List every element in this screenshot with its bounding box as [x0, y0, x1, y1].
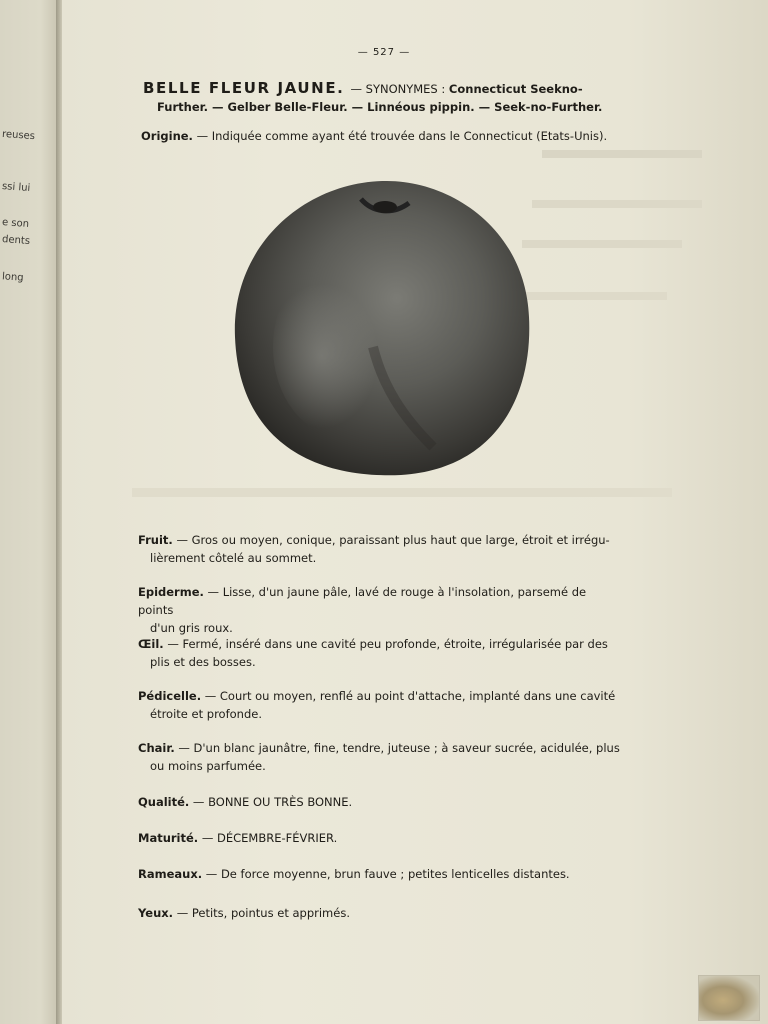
- entry-text: — Court ou moyen, renflé au point d'attache, implanté dans une cavité: [201, 689, 616, 703]
- entry-epiderme: [138, 583, 624, 637]
- entry-text: — Lisse, d'un jaune pâle, lavé de rouge à l'insolation, parsemé de points: [138, 585, 587, 617]
- entry-chair: [138, 739, 624, 775]
- entry-pedicelle: [138, 687, 624, 723]
- entry-rameaux: [138, 865, 624, 883]
- left-page-fragment: ssi lui: [1, 181, 31, 194]
- entry-text-continued: plis et des bosses.: [150, 655, 256, 669]
- entry-text: — D'un blanc jaunâtre, fine, tendre, juteuse ; à saveur sucrée, acidulée, plus: [174, 741, 620, 755]
- left-page-fragment: long: [1, 271, 24, 284]
- entry-text: — BONNE OU TRÈS BONNE.: [189, 795, 353, 809]
- entry-qualite: [138, 793, 624, 811]
- entry-label: Pédicelle.: [138, 689, 202, 703]
- entry-text: — DÉCEMBRE-FÉVRIER.: [198, 831, 338, 845]
- entry-maturite: [138, 829, 624, 847]
- entry-oeil: [138, 635, 624, 671]
- variety-name: BELLE FLEUR JAUNE.: [143, 79, 345, 97]
- entry-fruit: [138, 531, 624, 567]
- synonyms-label: — SYNONYMES :: [350, 82, 446, 96]
- entry-label: Œil.: [138, 637, 164, 651]
- origin-label: Origine.: [141, 129, 193, 143]
- left-page-fragment: e son: [1, 217, 30, 230]
- corner-watermark-thumbnail: [698, 975, 760, 1021]
- entry-text-continued: d'un gris roux.: [150, 621, 233, 635]
- entry-label: Maturité.: [138, 831, 199, 845]
- entry-text-continued: lièrement côtelé au sommet.: [150, 551, 317, 565]
- entry-text: — Gros ou moyen, conique, paraissant plus haut que large, étroit et irrégu-: [172, 533, 610, 547]
- entry-label: Epiderme.: [138, 585, 204, 599]
- entry-text: — Fermé, inséré dans une cavité peu profonde, étroite, irrégularisée par des: [163, 637, 608, 651]
- entry-label: Rameaux.: [138, 867, 203, 881]
- entry-text: — Petits, pointus et apprimés.: [173, 906, 350, 920]
- entry-label: Yeux.: [138, 906, 174, 920]
- left-page-fragment: reuses: [1, 128, 36, 143]
- synonyms-line-2: Further. — Gelber Belle-Fleur. — Linnéous pippin. — Seek-no-Further.: [157, 100, 603, 114]
- entry-label: Qualité.: [138, 795, 190, 809]
- entry-label: Chair.: [138, 741, 175, 755]
- variety-heading: [143, 79, 633, 116]
- entry-label: Fruit.: [138, 533, 173, 547]
- left-page-edge: [0, 0, 58, 1024]
- entry-yeux: [138, 904, 624, 922]
- apple-illustration: [233, 177, 533, 483]
- entry-text-continued: étroite et profonde.: [150, 707, 262, 721]
- entry-text: — De force moyenne, brun fauve ; petites lenticelles distantes.: [202, 867, 570, 881]
- page-number: — 527 —: [357, 47, 411, 58]
- left-page-fragment: dents: [1, 234, 31, 247]
- entry-text-continued: ou moins parfumée.: [150, 759, 266, 773]
- origin-paragraph: [141, 129, 607, 143]
- synonyms-line-1: Connecticut Seekno-: [448, 82, 583, 96]
- origin-text: — Indiquée comme ayant été trouvée dans le Connecticut (Etats-Unis).: [192, 129, 608, 143]
